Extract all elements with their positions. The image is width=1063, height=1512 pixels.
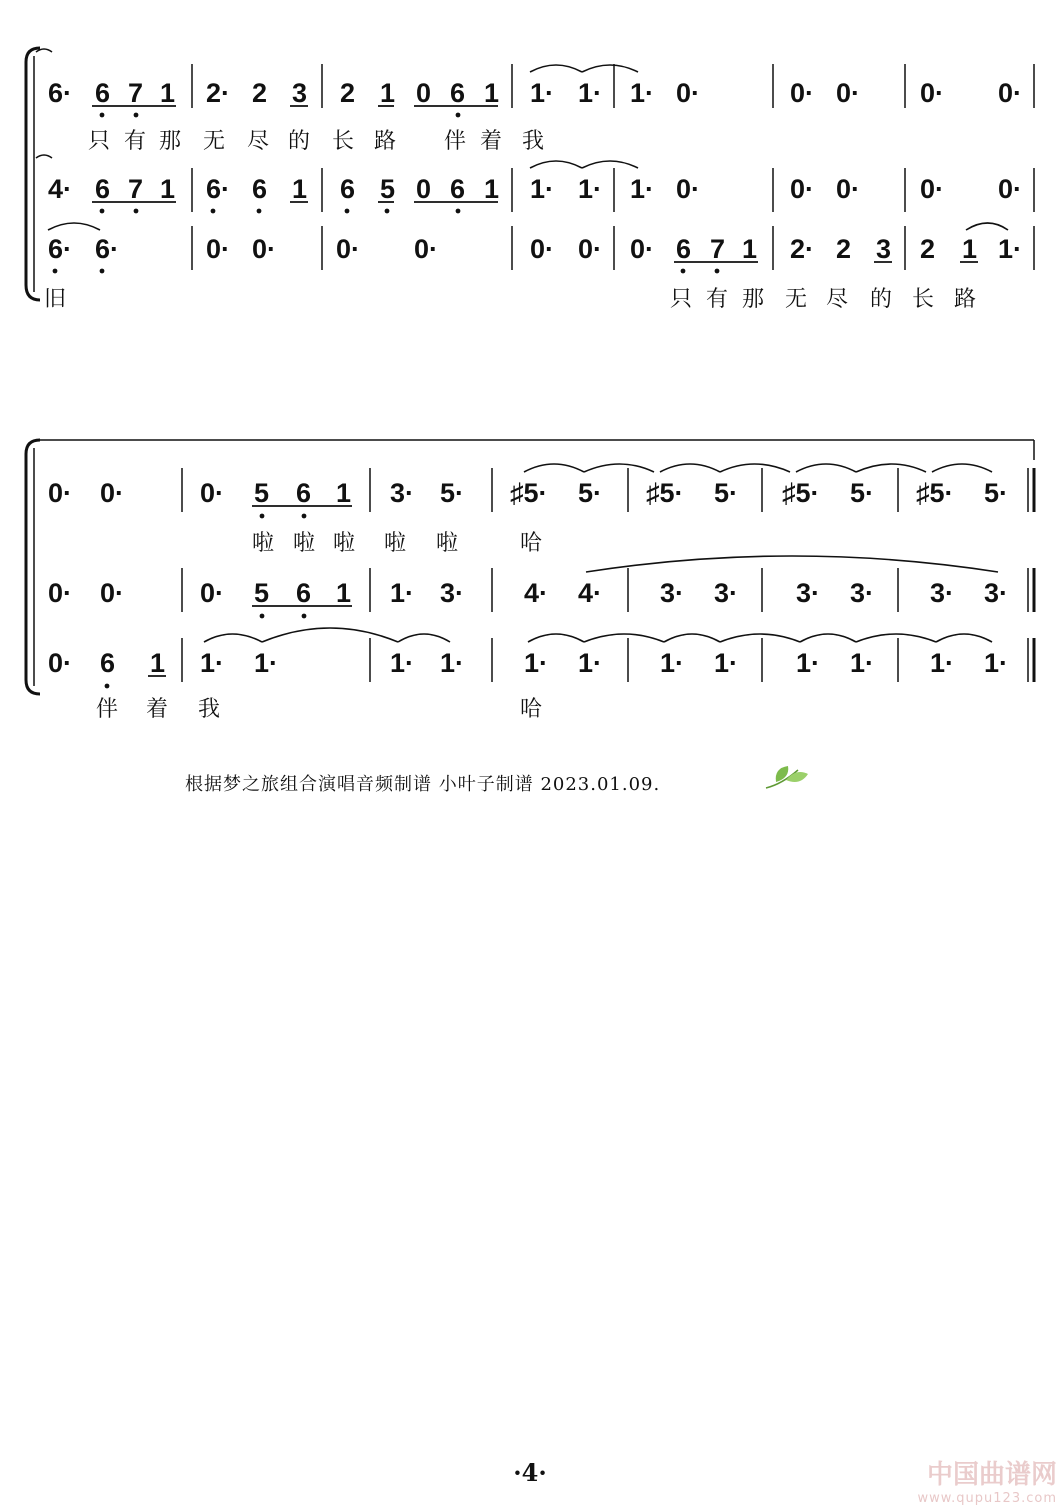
note: 5· <box>984 478 1009 508</box>
leaf-icon <box>762 762 810 792</box>
lyric: 旧 <box>44 287 67 312</box>
note: 6 <box>296 478 312 508</box>
note: 0· <box>676 78 701 108</box>
note: 0· <box>48 578 73 608</box>
note: 3· <box>850 578 875 608</box>
system-bracket <box>26 440 40 694</box>
note: 0· <box>836 78 861 108</box>
note: 0· <box>530 234 555 264</box>
note: 0· <box>790 174 815 204</box>
note: 0· <box>630 234 655 264</box>
note: 6· <box>48 78 73 108</box>
note: 1· <box>984 648 1009 678</box>
note: 0· <box>206 234 231 264</box>
lyric: 哈 <box>520 531 543 556</box>
note: 3· <box>796 578 821 608</box>
note: 0· <box>48 478 73 508</box>
note: 1· <box>530 78 555 108</box>
lyric: 哈 <box>520 697 543 722</box>
note: 0· <box>48 648 73 678</box>
note: 1· <box>440 648 465 678</box>
note: 1 <box>150 648 166 678</box>
page-number: ·4· <box>513 1458 547 1487</box>
lyric: 着 <box>146 697 169 722</box>
lyric: 伴 <box>96 697 119 722</box>
lyric: 我 <box>198 697 221 722</box>
system-2 <box>26 440 1034 722</box>
note: 0 <box>416 78 432 108</box>
note: 0· <box>200 578 225 608</box>
lyric: 啦 <box>384 531 407 556</box>
lyric: 只 <box>670 287 693 312</box>
note: 1· <box>998 234 1023 264</box>
note: 3· <box>714 578 739 608</box>
note: 1· <box>714 648 739 678</box>
lyric: 啦 <box>293 531 316 556</box>
note: 3· <box>440 578 465 608</box>
note: 3· <box>984 578 1009 608</box>
note: 1· <box>578 174 603 204</box>
note: 2· <box>790 234 815 264</box>
note: 1 <box>962 234 978 264</box>
note: ♯5· <box>646 478 684 508</box>
note: 1· <box>524 648 549 678</box>
lyric: 着 <box>480 129 503 154</box>
note: 1· <box>530 174 555 204</box>
lyric: 长 <box>912 287 935 312</box>
note: 2 <box>252 78 268 108</box>
lyric: 路 <box>954 287 977 312</box>
note: 1· <box>578 78 603 108</box>
note: 0· <box>578 234 603 264</box>
lyric: 无 <box>203 129 226 154</box>
note: 2 <box>920 234 936 264</box>
lyric: 无 <box>785 287 808 312</box>
lyric: 的 <box>288 129 311 154</box>
lyric: 伴 <box>444 129 467 154</box>
note: 1 <box>292 174 308 204</box>
note: 1 <box>380 78 396 108</box>
note: 1· <box>390 578 415 608</box>
note: 7 <box>128 78 144 108</box>
note: 5 <box>254 478 270 508</box>
note: 1· <box>796 648 821 678</box>
note: 2· <box>206 78 231 108</box>
note: 1 <box>336 578 352 608</box>
note: ♯5· <box>510 478 548 508</box>
note: 0· <box>836 174 861 204</box>
note: 6 <box>676 234 692 264</box>
lyric: 啦 <box>436 531 459 556</box>
note: 1· <box>850 648 875 678</box>
note: 3 <box>292 78 308 108</box>
note: 6 <box>95 78 111 108</box>
note: 1· <box>930 648 955 678</box>
note: 3· <box>660 578 685 608</box>
note: 1 <box>160 78 176 108</box>
note: 0· <box>920 78 945 108</box>
note: 6· <box>95 234 120 264</box>
lyric: 我 <box>522 129 545 154</box>
note: 3· <box>930 578 955 608</box>
note: 5· <box>850 478 875 508</box>
transcription-credit: 根据梦之旅组合演唱音频制谱 小叶子制谱 2023.01.09. <box>185 774 661 795</box>
note: 1 <box>484 78 500 108</box>
note: 7 <box>128 174 144 204</box>
lyric: 啦 <box>252 531 275 556</box>
note: 6 <box>95 174 111 204</box>
note: 1· <box>630 174 655 204</box>
note: 1· <box>254 648 279 678</box>
lyric: 只 <box>88 129 111 154</box>
lyric: 那 <box>159 129 182 154</box>
system-bracket <box>26 48 40 300</box>
lyric: 尽 <box>247 129 270 154</box>
lyric: 有 <box>124 129 147 154</box>
note: 5 <box>380 174 396 204</box>
watermark-logo: 中国曲谱网 <box>926 1460 1057 1490</box>
note: 0· <box>920 174 945 204</box>
note: 2 <box>340 78 356 108</box>
note: 0· <box>336 234 361 264</box>
note: 6 <box>296 578 312 608</box>
note: 5· <box>714 478 739 508</box>
note: 6 <box>450 78 466 108</box>
note: 0· <box>200 478 225 508</box>
note: 1· <box>578 648 603 678</box>
note: 4· <box>578 578 603 608</box>
lyric: 路 <box>374 129 397 154</box>
note: 0· <box>676 174 701 204</box>
lyric: 啦 <box>333 531 356 556</box>
note: 7 <box>710 234 726 264</box>
note: 3 <box>876 234 892 264</box>
watermark-url: www.qupu123.com <box>917 1491 1057 1506</box>
note: 1· <box>660 648 685 678</box>
note: 2 <box>836 234 852 264</box>
system-1 <box>26 48 1034 312</box>
note: 0· <box>100 578 125 608</box>
note: 4· <box>524 578 549 608</box>
note: 5· <box>440 478 465 508</box>
note: 6 <box>450 174 466 204</box>
note: 6 <box>340 174 356 204</box>
note: 0· <box>100 478 125 508</box>
note: 1· <box>200 648 225 678</box>
note: 1 <box>742 234 758 264</box>
lyric: 那 <box>742 287 765 312</box>
note: 0· <box>998 78 1023 108</box>
note: ♯5· <box>916 478 954 508</box>
note: 6 <box>100 648 116 678</box>
note: 6· <box>206 174 231 204</box>
note: 1· <box>630 78 655 108</box>
note: 5 <box>254 578 270 608</box>
note: 0 <box>416 174 432 204</box>
note: 6· <box>48 234 73 264</box>
note: 6 <box>252 174 268 204</box>
note: 1· <box>390 648 415 678</box>
note: 1 <box>336 478 352 508</box>
site-watermark <box>917 1454 1057 1506</box>
note: 1 <box>484 174 500 204</box>
lyric: 尽 <box>826 287 849 312</box>
note: 0· <box>998 174 1023 204</box>
lyric: 长 <box>332 129 355 154</box>
lyric: 的 <box>870 287 893 312</box>
note: 5· <box>578 478 603 508</box>
note: 0· <box>790 78 815 108</box>
note: 4· <box>48 174 73 204</box>
note: 3· <box>390 478 415 508</box>
note: 0· <box>414 234 439 264</box>
note: ♯5· <box>782 478 820 508</box>
lyric: 有 <box>706 287 729 312</box>
note: 1 <box>160 174 176 204</box>
note: 0· <box>252 234 277 264</box>
